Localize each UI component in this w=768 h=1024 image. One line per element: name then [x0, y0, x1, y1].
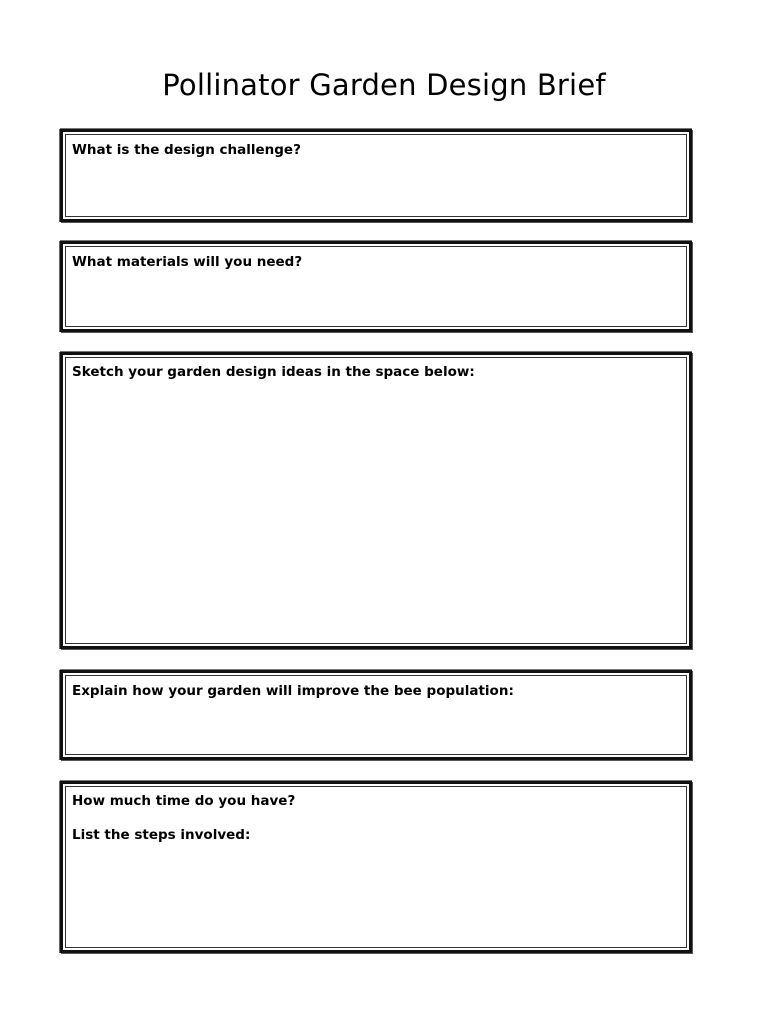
materials-box[interactable]	[60, 241, 692, 332]
materials-prompt: What materials will you need?	[72, 254, 303, 270]
page-title: Pollinator Garden Design Brief	[162, 68, 606, 102]
time-prompt: How much time do you have?	[72, 793, 296, 809]
steps-prompt: List the steps involved:	[72, 827, 251, 843]
bee-population-box[interactable]	[60, 670, 692, 760]
sketch-box[interactable]	[60, 352, 692, 649]
design-challenge-box[interactable]	[60, 129, 692, 222]
design-challenge-prompt: What is the design challenge?	[72, 142, 301, 158]
time-and-steps-box[interactable]	[60, 781, 692, 953]
sketch-prompt: Sketch your garden design ideas in the space below:	[72, 364, 475, 380]
bee-population-prompt: Explain how your garden will improve the bee population:	[72, 683, 514, 699]
